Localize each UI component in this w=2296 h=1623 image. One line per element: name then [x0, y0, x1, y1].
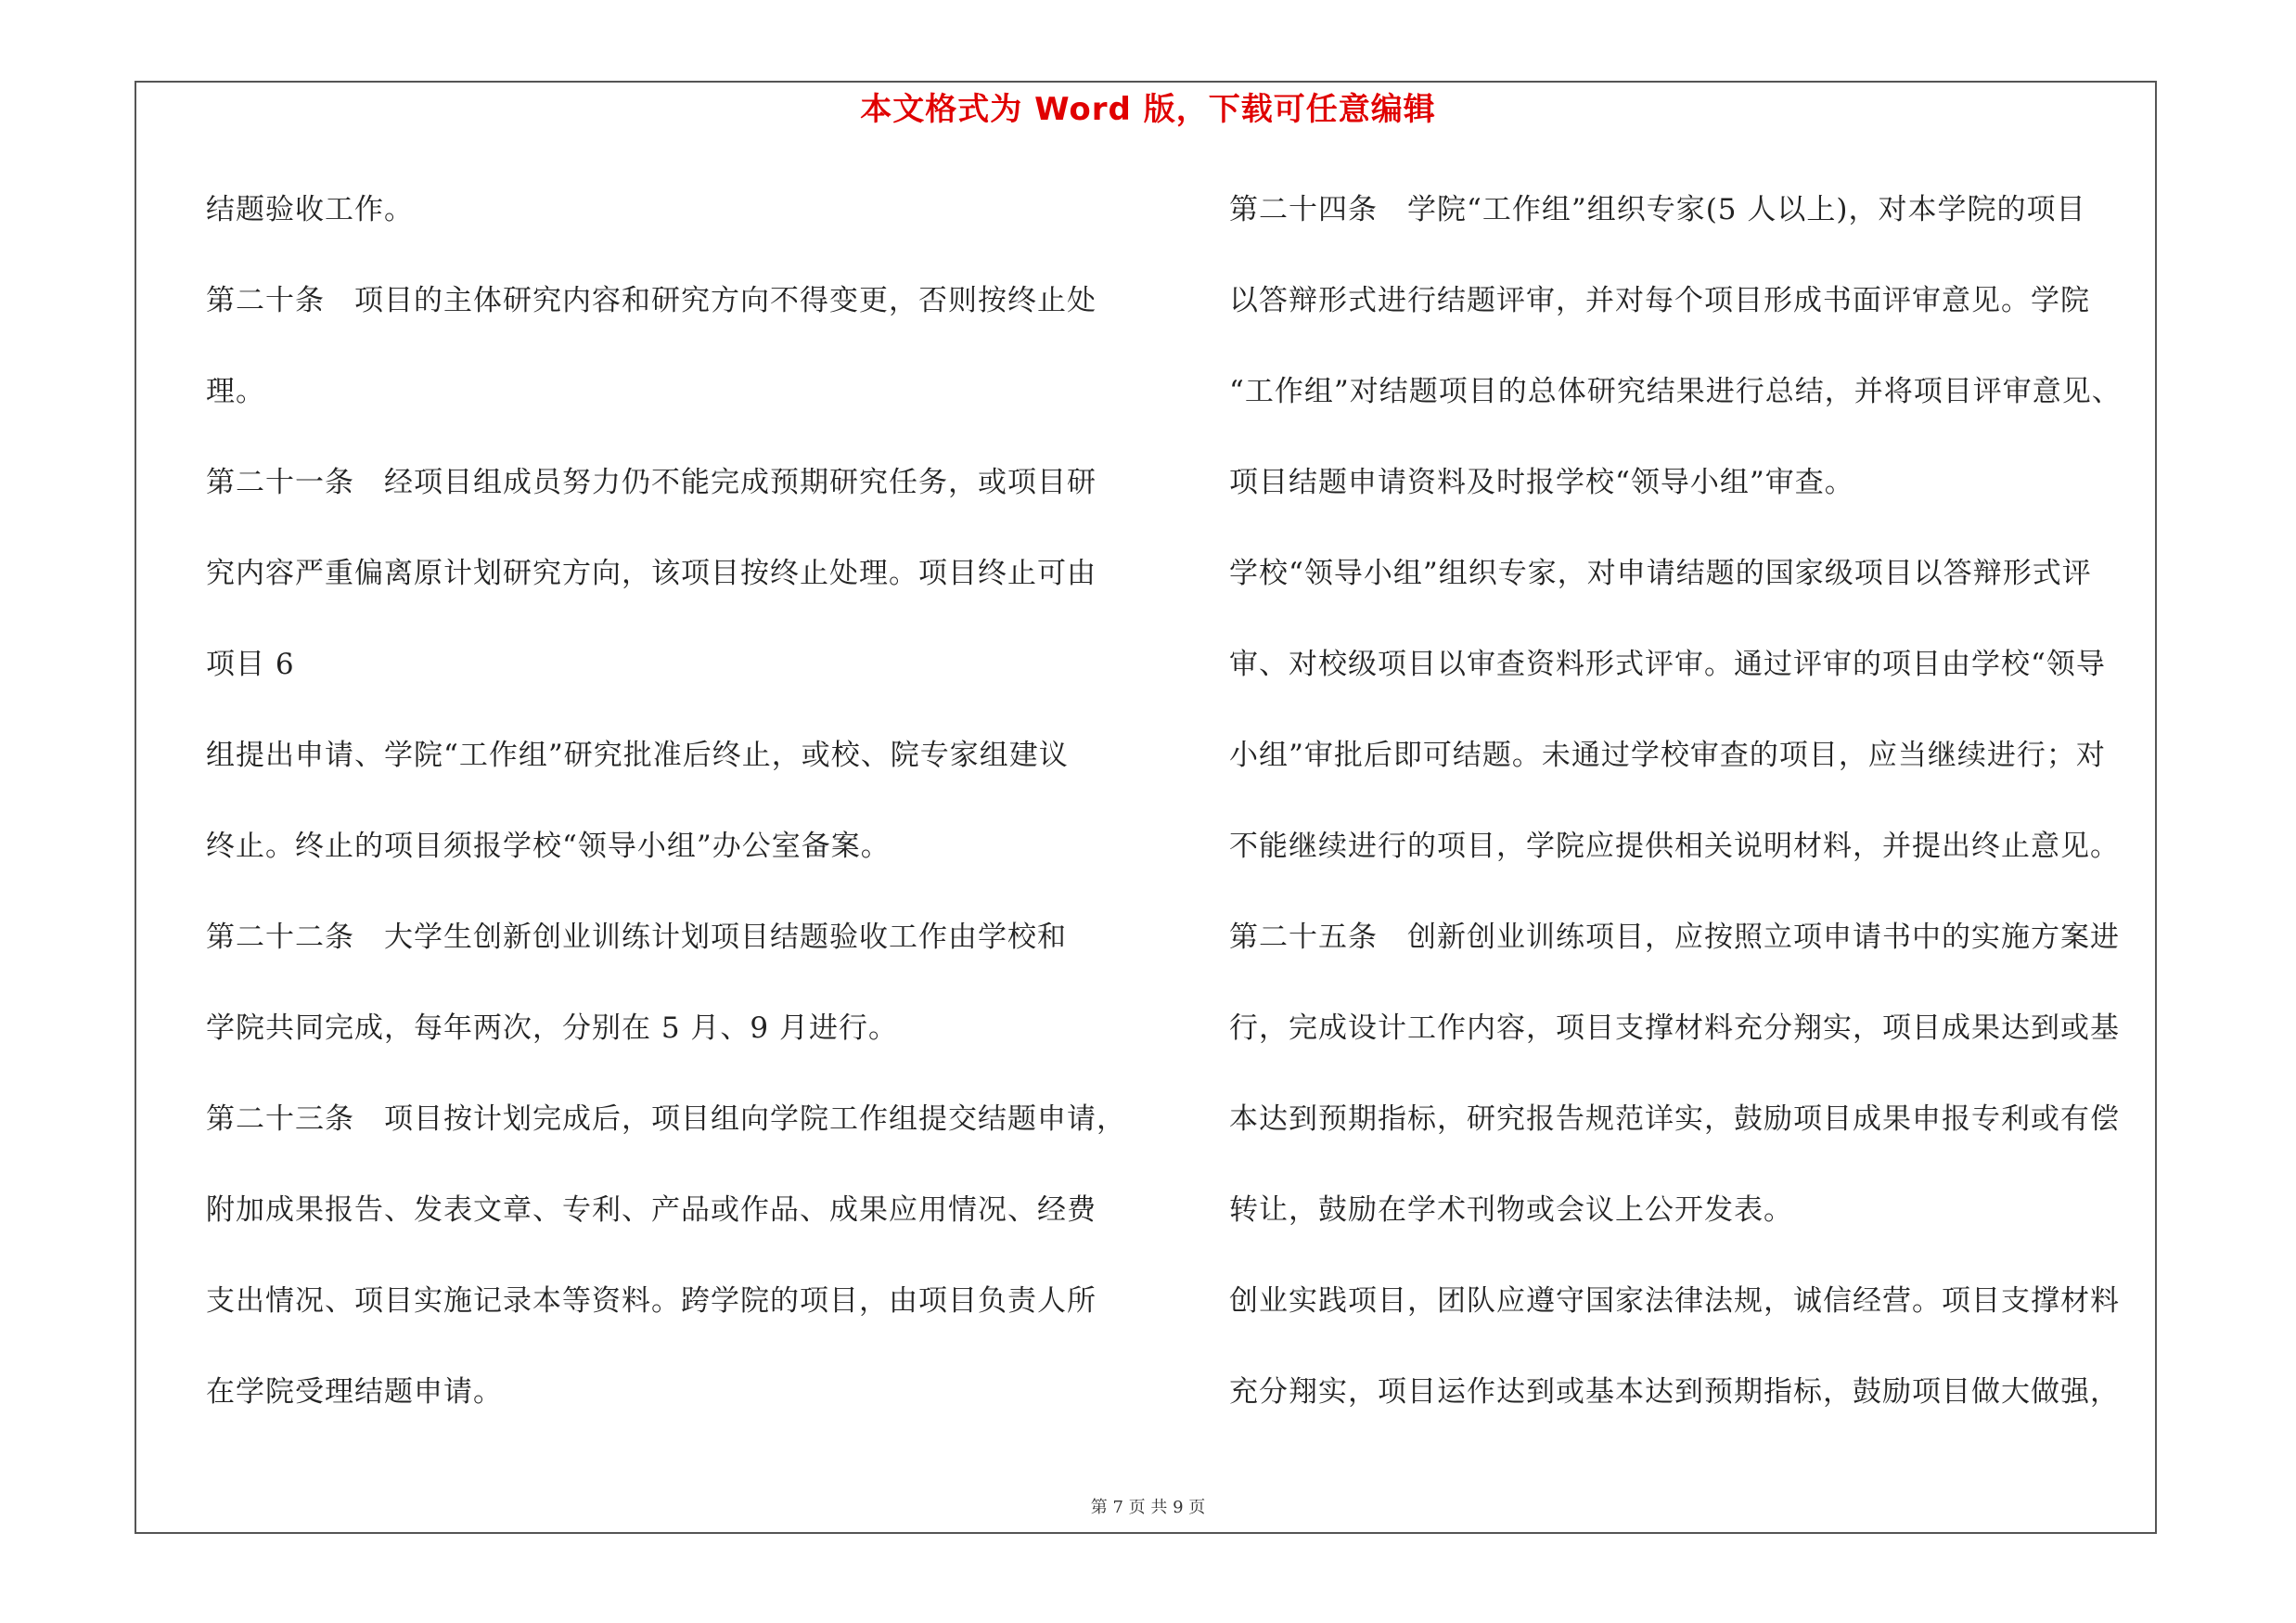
right-line: 以答辩形式进行结题评审，并对每个项目形成书面评审意见。学院 — [1229, 284, 2090, 317]
left-line: 第二十一条 经项目组成员努力仍不能完成预期研究任务，或项目研 — [206, 466, 1097, 499]
right-line: 第二十五条 创新创业训练项目，应按照立项申请书中的实施方案进 — [1229, 921, 2120, 954]
right-line: 行，完成设计工作内容，项目支撑材料充分翔实，项目成果达到或基 — [1229, 1011, 2120, 1045]
right-line: 项目结题申请资料及时报学校“领导小组”审查。 — [1229, 466, 1854, 499]
left-line: 支出情况、项目实施记录本等资料。跨学院的项目，由项目负责人所 — [206, 1284, 1097, 1318]
left-line: 第二十二条 大学生创新创业训练计划项目结题验收工作由学校和 — [206, 921, 1067, 954]
left-line: 终止。终止的项目须报学校“领导小组”办公室备案。 — [206, 830, 891, 863]
left-line: 究内容严重偏离原计划研究方向，该项目按终止处理。项目终止可由 — [206, 557, 1097, 590]
right-line: 审、对校级项目以审查资料形式评审。通过评审的项目由学校“领导 — [1229, 648, 2106, 681]
left-line: 在学院受理结题申请。 — [206, 1375, 503, 1409]
left-line: 附加成果报告、发表文章、专利、产品或作品、成果应用情况、经费 — [206, 1193, 1097, 1227]
right-line: 创业实践项目，团队应遵守国家法律法规，诚信经营。项目支撑材料 — [1229, 1284, 2120, 1318]
left-line: 第二十三条 项目按计划完成后，项目组向学院工作组提交结题申请， — [206, 1102, 1126, 1136]
right-line: 转让，鼓励在学术刊物或会议上公开发表。 — [1229, 1193, 1793, 1227]
right-line: 学校“领导小组”组织专家，对申请结题的国家级项目以答辩形式评 — [1229, 557, 2092, 590]
left-line: 第二十条 项目的主体研究内容和研究方向不得变更，否则按终止处 — [206, 284, 1097, 317]
word-format-banner: 本文格式为 Word 版，下载可任意编辑 — [860, 91, 1436, 128]
right-line: 小组”审批后即可结题。未通过学校审查的项目，应当继续进行；对 — [1229, 739, 2106, 772]
left-line: 理。 — [206, 375, 265, 408]
left-line: 组提出申请、学院“工作组”研究批准后终止，或校、院专家组建议 — [206, 739, 1069, 772]
left-line: 结题验收工作。 — [206, 193, 414, 226]
right-text-column — [1229, 187, 2166, 1461]
left-text-column — [206, 187, 1143, 1461]
right-line: 不能继续进行的项目，学院应提供相关说明材料，并提出终止意见。 — [1229, 830, 2120, 863]
left-line: 项目 6 — [206, 648, 295, 681]
right-line: 第二十四条 学院“工作组”组织专家(5 人以上)，对本学院的项目 — [1229, 193, 2086, 226]
right-line: 本达到预期指标，研究报告规范详实，鼓励项目成果申报专利或有偿 — [1229, 1102, 2120, 1136]
left-line: 学院共同完成，每年两次，分别在 5 月、9 月进行。 — [206, 1011, 899, 1045]
page-number-footer: 第 7 页 共 9 页 — [1090, 1498, 1206, 1517]
right-line: 充分翔实，项目运作达到或基本达到预期指标，鼓励项目做大做强， — [1229, 1375, 2120, 1409]
right-line: “工作组”对结题项目的总体研究结果进行总结，并将项目评审意见、 — [1229, 375, 2122, 408]
